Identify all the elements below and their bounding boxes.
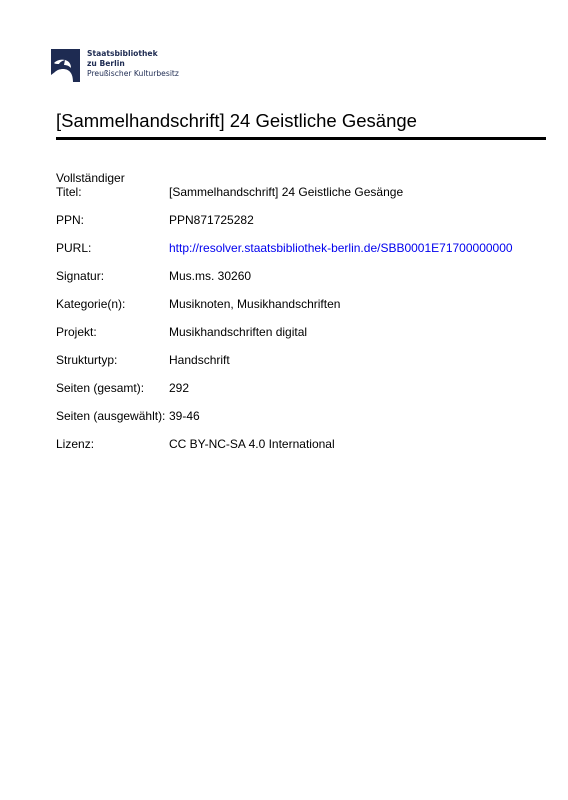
logo-line-3: Preußischer Kulturbesitz	[87, 69, 179, 79]
metadata-label	[56, 171, 170, 199]
metadata-row-kategorie	[56, 297, 536, 325]
metadata-label: PURL:	[56, 241, 92, 255]
logo-text	[87, 49, 179, 80]
metadata-row-seiten-ausgewaehlt	[56, 409, 536, 437]
metadata-value: 292	[169, 381, 190, 395]
metadata-label-line-2: Titel:	[56, 185, 82, 199]
metadata-row-purl	[56, 241, 536, 269]
metadata-value: Musiknoten, Musikhandschriften	[169, 297, 341, 311]
metadata-label: Kategorie(n):	[56, 297, 126, 311]
logo-line-2: zu Berlin	[87, 59, 125, 69]
metadata-value: CC BY-NC-SA 4.0 International	[169, 437, 335, 451]
title-divider	[56, 137, 546, 140]
metadata-value: Handschrift	[169, 353, 230, 367]
eagle-icon	[51, 49, 80, 82]
metadata-label: PPN:	[56, 213, 85, 227]
metadata-label-line-1: Vollständiger	[56, 171, 125, 185]
metadata-value: [Sammelhandschrift] 24 Geistliche Gesänge	[169, 185, 404, 199]
metadata-value: Musikhandschriften digital	[169, 325, 308, 339]
metadata-value: 39-46	[169, 409, 200, 423]
metadata-table	[56, 171, 536, 465]
metadata-row-full-title	[56, 171, 536, 213]
metadata-label: Strukturtyp:	[56, 353, 118, 367]
metadata-row-ppn	[56, 213, 536, 241]
metadata-row-signatur	[56, 269, 536, 297]
metadata-row-strukturtyp	[56, 353, 536, 381]
metadata-label: Signatur:	[56, 269, 105, 283]
library-logo	[51, 48, 251, 84]
metadata-label: Projekt:	[56, 325, 97, 339]
purl-link[interactable]: http://resolver.staatsbibliothek-berlin.de/SBB0001E71700000000	[169, 241, 513, 255]
logo-line-1: Staatsbibliothek	[87, 49, 158, 58]
metadata-value: Mus.ms. 30260	[169, 269, 252, 283]
metadata-row-lizenz	[56, 437, 536, 465]
metadata-row-seiten-gesamt	[56, 381, 536, 409]
metadata-value: PPN871725282	[169, 213, 254, 227]
metadata-label: Seiten (gesamt):	[56, 381, 145, 395]
metadata-row-projekt	[56, 325, 536, 353]
metadata-label: Seiten (ausgewählt):	[56, 409, 166, 423]
metadata-label: Lizenz:	[56, 437, 95, 451]
document-title: [Sammelhandschrift] 24 Geistliche Gesänge	[56, 110, 417, 131]
